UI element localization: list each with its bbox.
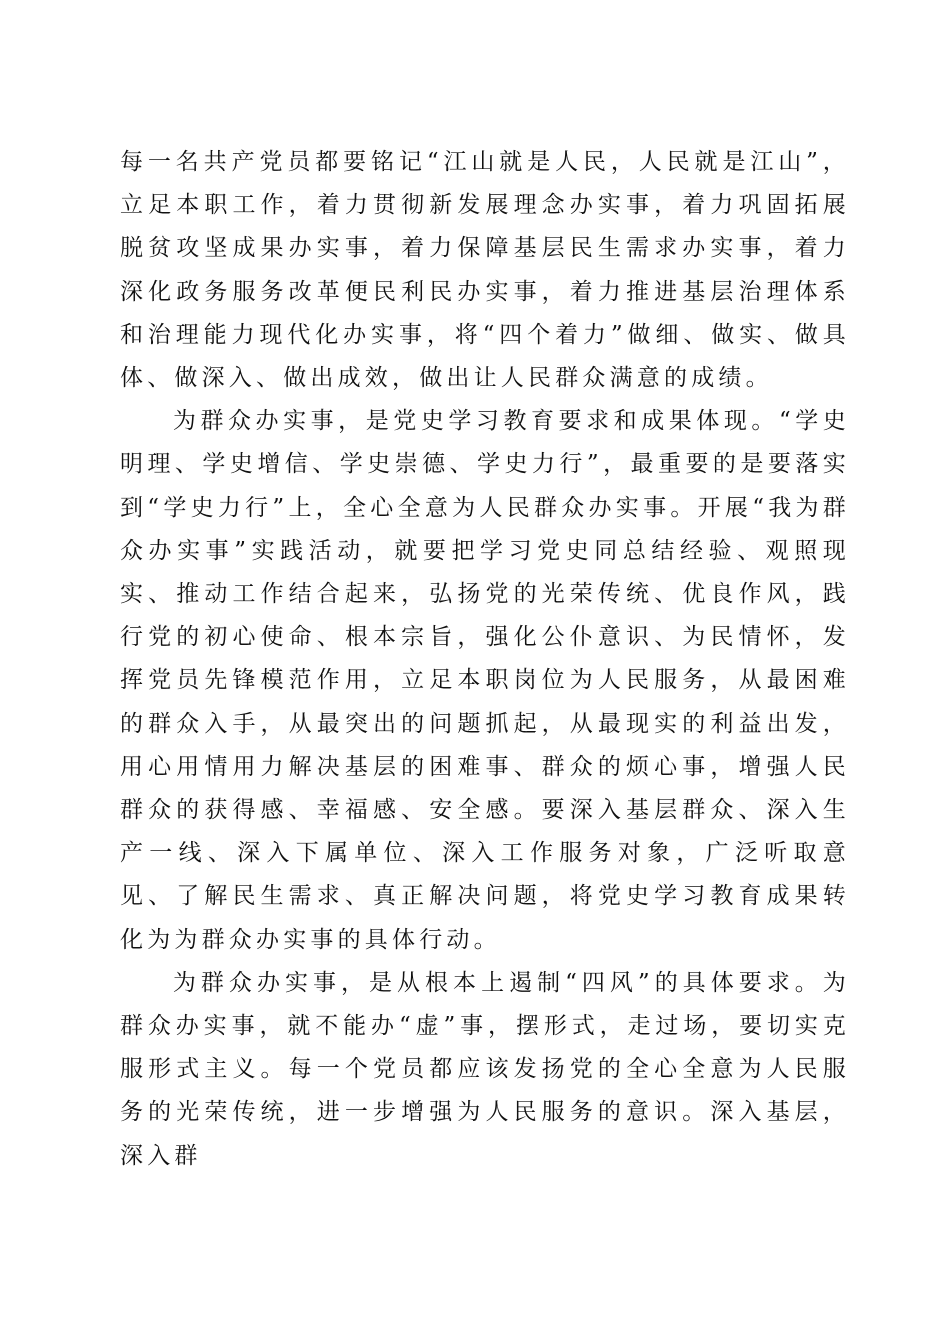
document-body xyxy=(120,141,850,1178)
paragraph-1: 每一名共产党员都要铭记“江山就是人民，人民就是江山”，立足本职工作，着力贯彻新发展理念办实事，着力巩固拓展脱贫攻坚成果办实事，着力保障基层民生需求办实事，着力深化政务服务改革便民利民办实事，着力推进基层治理体系和治理能力现代化办实事，将“四个着力”做细、做实、做具体、做深入、做出成效，做出让人民群众满意的成绩。 xyxy=(120,149,850,392)
paragraph-2: 为群众办实事，是党史学习教育要求和成果体现。“学史明理、学史增信、学史崇德、学史力行”，最重要的是要落实到“学史力行”上，全心全意为人民群众办实事。开展“我为群众办实事”实践活动，就要把学习党史同总结经验、观照现实、推动工作结合起来，弘扬党的光荣传统、优良作风，践行党的初心使命、根本宗旨，强化公仆意识、为民情怀，发挥党员先锋模范作用，立足本职岗位为人民服务，从最困难的群众入手，从最突出的问题抓起，从最现实的利益出发，用心用情用力解决基层的困难事、群众的烦心事，增强人民群众的获得感、幸福感、安全感。要深入基层群众、深入生产一线、深入下属单位、深入工作服务对象，广泛听取意见、了解民生需求、真正解决问题，将党史学习教育成果转化为为群众办实事的具体行动。 xyxy=(120,408,850,953)
paragraph-3: 为群众办实事，是从根本上遏制“四风”的具体要求。为群众办实事，就不能办“虚”事，摆形式，走过场，要切实克服形式主义。每一个党员都应该发扬党的全心全意为人民服务的光荣传统，进一步增强为人民服务的意识。深入基层，深入群 xyxy=(120,969,850,1169)
